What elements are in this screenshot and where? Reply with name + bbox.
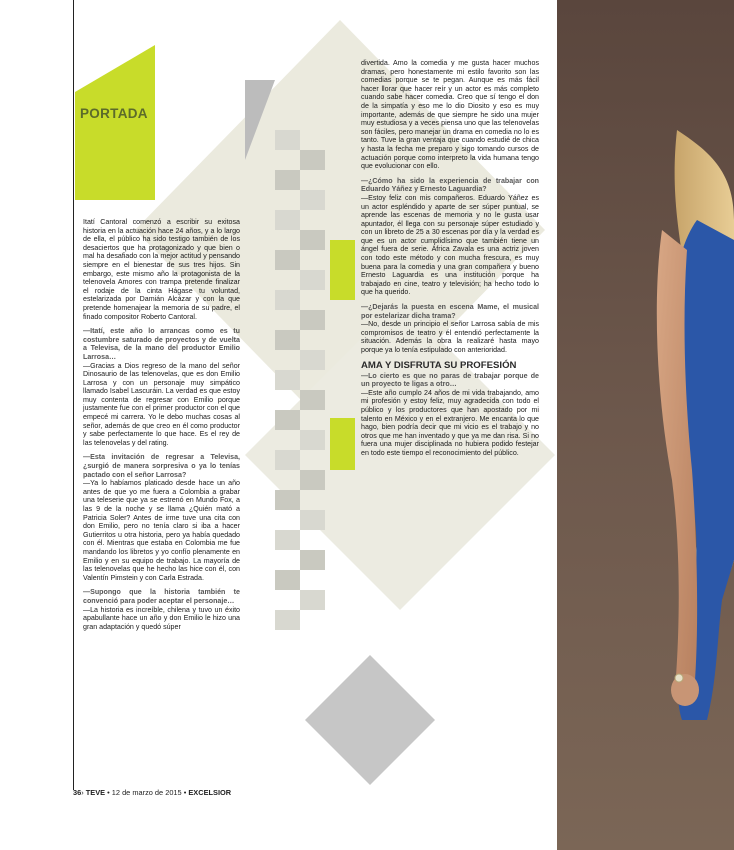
answer: —Este año cumplo 24 años de mi vida trabajando, amo mi profesión y estoy feliz, muy agradecida con todo el público y los productores que han apostado por mi talento en México y en el extranjero. Me encanta lo que hago, bien podría decir que mi vicio es el trabajo y no otros que me han inventado y que ya me dan risa. Si no fuera una mujer disciplinada no hubiera podido festejar en todo este tiempo el reconocimiento del público. — [361, 388, 539, 457]
footer-publication: EXCELSIOR — [188, 788, 232, 797]
question: —Esta invitación de regresar a Televisa, ¿surgió de manera sorpresiva o ya lo tenías pactado con el señor Larrosa? — [83, 453, 240, 479]
paragraph: divertida. Amo la comedia y me gusta hacer muchos dramas, pero honestamente mi estilo favorito son las comedias porque se te pegan. Aunque es más fácil hacer llorar que hacer reír y un actor es más completo cuando sabe hacer comedia. Creo que sí tengo el don de la simpatía y eso me lo dio Diosito y eso es muy importante, además de que siempre he sido una mujer muy estudiosa y a veces piensa uno que las telenovelas son fáciles, pero manejar un drama en comedia no lo es tanto. Tuve la gran ventaja que cuando estudié de chica y hasta la fecha me preparo y sigo tomando cursos de actuación porque como interpreto la vida humana tengo que evolucionar con ello. — [361, 59, 539, 171]
green-accent-small-2 — [330, 418, 355, 470]
question: —Supongo que la historia también te convenció para poder aceptar el personaje… — [83, 588, 240, 605]
page-number: 36 — [73, 788, 82, 797]
footer-date: 12 de marzo de 2015 — [111, 788, 182, 797]
answer: —Estoy feliz con mis compañeros. Eduardo Yáñez es un actor espléndido y aparte de ser súper puntual, se aprende las escenas de memoria y no le gusta usar apuntador, él llega con su personaje súper estudiado y con un libreto de 25 a 30 escenas por día y la verdad es que es un actor cumplidísimo que también tiene un ángel fuera de serie. África Zavala es una actriz joven con todo este método y con mucha frescura, es muy buena para la comedia y una gran compañera y bueno Ernesto Laguardia es una institución porque ha trabajado en cine, teatro y televisión; ha hecho todo lo que ha querido. — [361, 193, 539, 297]
chevron-right-icon: › — [81, 788, 84, 797]
answer: —No, desde un principio el señor Larrosa sabía de mis compromisos de teatro y él entendió perfectamente la situación. Además la obra la realizaré hasta mayo porque ya lo tenía estipulado con anterioridad. — [361, 320, 539, 354]
bullet-separator: • — [107, 788, 110, 797]
answer: —Gracias a Dios regreso de la mano del señor Dinosaurio de las telenovelas, que es don Emilio Larrosa y con un personaje muy simpático llamado Isabel Lascuráin. La verdad es que estoy muy contenta de regresar con Emilio porque justamente fue con el primer productor con el que empecé mi carrera. Yo le debo muchas cosas al señor, además de que creo en él como productor y sabe perfectamente lo que hace. Es el rey de las telenovelas y del rating. — [83, 361, 240, 447]
question: —¿Dejarás la puesta en escena Mame, el musical por estelarizar dicha trama? — [361, 303, 539, 320]
green-accent-shape — [75, 45, 155, 200]
article-column-2 — [361, 59, 539, 462]
intro-paragraph: Itatí Cantoral comenzó a escribir su exitosa historia en la actuación hace 24 años, y a lo largo de ella, el público ha sido testigo también de los desaciertos que ha protagonizado y que bien o mal ha desafiado con la mejor actitud y pensando siempre en el bienestar de sus tres hijos. Sin embargo, este mismo año la protagonista de la telenovela Amores con trampa pretende finalizar el rodaje de la cinta Hágase tu voluntad, estelarizada por Damián Alcázar y con la que pretende homenajear la memoria de su padre, el finado compositor Roberto Cantoral. — [83, 218, 240, 321]
green-accent-small — [330, 240, 355, 300]
article-column-1 — [83, 218, 240, 635]
question: —Itatí, este año lo arrancas como es tu costumbre saturado de proyectos y de vuelta a Televisa, de la mano del productor Emilio Larrosa… — [83, 327, 240, 361]
cover-photo — [557, 0, 734, 850]
bullet-separator: • — [183, 788, 187, 797]
page-rule — [73, 0, 74, 790]
question: —Lo cierto es que no paras de trabajar porque de un proyecto te ligas a otro… — [361, 371, 539, 389]
page-footer — [73, 788, 231, 797]
answer: —La historia es increíble, chilena y tuvo un éxito apabullante hace un año y don Emilio le hizo una gran adaptación y quedó súper — [83, 605, 240, 631]
answer: —Ya lo habíamos platicado desde hace un año antes de que yo me fuera a Colombia a grabar una teleserie que ya se estrenó en Mundo Fox, a las 9 de la noche y se llama ¿Quién mató a Patricia Soler? Antes de irme tuve una cita con don Emilio, pero no tenía claro si iba a hacer Gutierritos u otra historia, pero ya había quedado con él. Mientras que estaba en Colombia me fue mandando los libretos y yo confío plenamente en Emilio y en su equipo de trabajo. La mayoría de las telenovelas que he hecho las hice con él, con Valentín Pimstein y con Carla Estrada. — [83, 479, 240, 582]
footer-section: TEVE — [85, 788, 106, 797]
question: —¿Cómo ha sido la experiencia de trabajar con Eduardo Yáñez y Ernesto Laguardia? — [361, 176, 539, 194]
section-label: PORTADA — [80, 106, 148, 121]
subheading: AMA Y DISFRUTA SU PROFESIÓN — [361, 359, 517, 371]
grey-diamond-shape — [305, 655, 435, 785]
